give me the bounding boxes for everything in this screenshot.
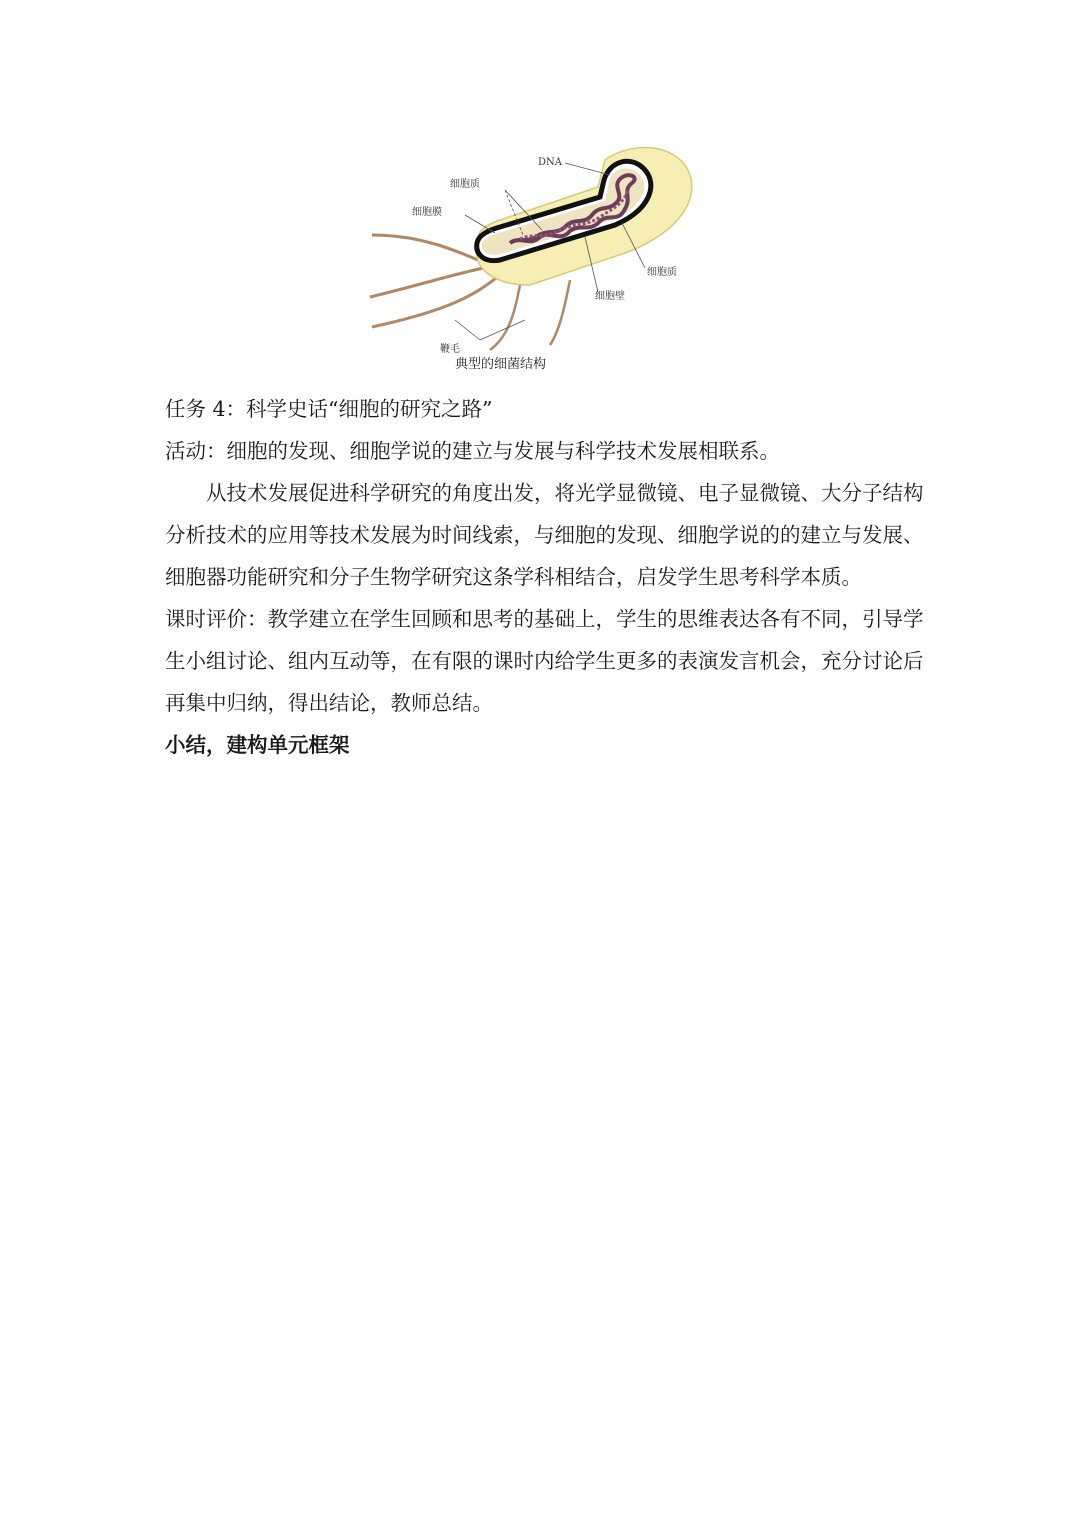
bacteria-diagram bbox=[360, 135, 705, 380]
label-flagella: 鞭毛 bbox=[440, 344, 460, 355]
flagellum bbox=[372, 275, 500, 327]
flagellum bbox=[372, 235, 485, 263]
bacteria-structure-figure bbox=[360, 135, 705, 380]
label-dna: DNA bbox=[538, 157, 562, 168]
figure-caption: 典型的细菌结构 bbox=[455, 357, 547, 372]
label-cytoplasm-right: 细胞质 bbox=[647, 267, 677, 278]
activity-line: 活动：细胞的发现、细胞学说的建立与发展与科学技术发展相联系。 bbox=[165, 439, 780, 463]
flagellum bbox=[550, 280, 570, 345]
summary-heading: 小结，建构单元框架 bbox=[165, 733, 350, 757]
task-section bbox=[165, 388, 925, 766]
label-cell-membrane: 细胞膜 bbox=[412, 207, 442, 218]
flagellum bbox=[370, 267, 488, 297]
evaluation-paragraph: 课时评价：教学建立在学生回顾和思考的基础上，学生的思维表达各有不同，引导学生小组讨论、组内互动等，在有限的课时内给学生更多的表演发言机会，充分讨论后再集中归纳，得出结论，教师总结。 bbox=[165, 607, 924, 715]
body-paragraph: 从技术发展促进科学研究的角度出发，将光学显微镜、电子显微镜、大分子结构分析技术的应用等技术发展为时间线索，与细胞的发现、细胞学说的的建立与发展、细胞器功能研究和分子生物学研究这条学科相结合，启发学生思考科学本质。 bbox=[165, 481, 924, 589]
label-cell-wall: 细胞壁 bbox=[595, 291, 625, 302]
label-cytoplasm-top: 细胞质 bbox=[450, 179, 480, 190]
task4-heading: 任务 4：科学史话“细胞的研究之路” bbox=[165, 397, 493, 421]
flagellum bbox=[490, 285, 520, 350]
